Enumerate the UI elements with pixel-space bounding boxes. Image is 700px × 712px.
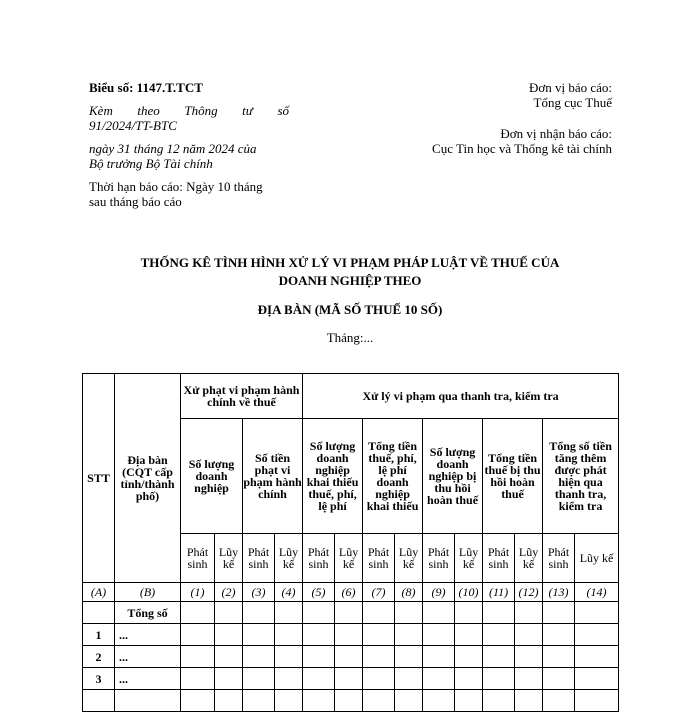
group-inspect-header: Xử lý vi phạm qua thanh tra, kiểm tra xyxy=(303,374,619,419)
col-code: (7) xyxy=(363,583,395,602)
circular-reference xyxy=(89,103,289,133)
cumulative-header: Lũy kế xyxy=(215,534,243,583)
col-code: (1) xyxy=(181,583,215,602)
circular-line-1: Kèm theo Thông tư số xyxy=(89,103,289,118)
col-code: (2) xyxy=(215,583,243,602)
col-code: (10) xyxy=(455,583,483,602)
title-line-2: DOANH NGHIỆP THEO xyxy=(278,273,422,288)
date-line-2: Bộ trưởng Bộ Tài chính xyxy=(89,156,213,171)
date-line-1: ngày 31 tháng 12 năm 2024 của xyxy=(89,141,257,156)
group-admin-header: Xử phạt vi phạm hành chính về thuế xyxy=(181,374,303,419)
report-month: Tháng:... xyxy=(326,330,374,345)
arising-header: Phát sinh xyxy=(303,534,335,583)
form-code: Biểu số: 1147.T.TCT xyxy=(89,80,203,95)
cumulative-header: Lũy kế xyxy=(275,534,303,583)
row-index: 3 xyxy=(83,668,115,690)
col-code: (12) xyxy=(515,583,543,602)
cumulative-header: Lũy kế xyxy=(575,534,619,583)
total-label: Tổng số xyxy=(115,602,181,624)
cumulative-header: Lũy kế xyxy=(335,534,363,583)
arising-header: Phát sinh xyxy=(543,534,575,583)
arising-header: Phát sinh xyxy=(181,534,215,583)
sub-header-5: Số lượng doanh nghiệp bị thu hồi hoàn thuế xyxy=(423,419,483,534)
col-code: (A) xyxy=(83,583,115,602)
arising-header: Phát sinh xyxy=(363,534,395,583)
header-left xyxy=(89,80,289,217)
col-code: (13) xyxy=(543,583,575,602)
report-deadline xyxy=(89,179,289,209)
sub-header-3: Số lượng doanh nghiệp khai thiếu thuế, phí, lệ phí xyxy=(303,419,363,534)
title-line-3: ĐỊA BÀN (MÃ SỐ THUẾ 10 SỐ) xyxy=(257,302,443,317)
arising-header: Phát sinh xyxy=(243,534,275,583)
deadline-line-1: Thời hạn báo cáo: Ngày 10 tháng xyxy=(89,179,263,194)
col-code: (9) xyxy=(423,583,455,602)
table-row xyxy=(83,690,619,712)
cumulative-header: Lũy kế xyxy=(395,534,423,583)
row-area: ... xyxy=(115,624,181,646)
col-code: (11) xyxy=(483,583,515,602)
table-row xyxy=(83,646,619,668)
row-index: 2 xyxy=(83,646,115,668)
circular-line-2: 91/2024/TT-BTC xyxy=(89,118,177,133)
col-code: (B) xyxy=(115,583,181,602)
row-index: 1 xyxy=(83,624,115,646)
col-stt-header: STT xyxy=(83,374,115,583)
reporting-unit: Tổng cục Thuế xyxy=(533,95,612,110)
col-code: (14) xyxy=(575,583,619,602)
arising-header: Phát sinh xyxy=(483,534,515,583)
sub-header-1: Số lượng doanh nghiệp xyxy=(181,419,243,534)
col-code: (6) xyxy=(335,583,363,602)
receiving-unit: Cục Tin học và Thống kê tài chính xyxy=(432,141,612,156)
col-code: (3) xyxy=(243,583,275,602)
receiving-unit-label: Đơn vị nhận báo cáo: xyxy=(500,126,612,141)
col-code: (4) xyxy=(275,583,303,602)
area-header-text: Địa bàn (CQT cấp tỉnh/thành phố) xyxy=(120,453,175,503)
row-area: ... xyxy=(115,646,181,668)
header-right xyxy=(432,80,612,156)
reporting-unit-label: Đơn vị báo cáo: xyxy=(528,80,612,95)
col-code: (8) xyxy=(395,583,423,602)
table-row xyxy=(83,624,619,646)
col-code: (5) xyxy=(303,583,335,602)
col-area-header xyxy=(115,374,181,583)
table-row xyxy=(83,668,619,690)
total-row xyxy=(83,602,619,624)
row-area: ... xyxy=(115,668,181,690)
statistics-table xyxy=(82,373,619,712)
sub-header-7: Tổng số tiền tăng thêm được phát hiện qua thanh tra, kiểm tra xyxy=(543,419,619,534)
sub-header-6: Tổng tiền thuế bị thu hồi hoàn thuế xyxy=(483,419,543,534)
deadline-line-2: sau tháng báo cáo xyxy=(89,194,182,209)
title-line-1: THỐNG KÊ TÌNH HÌNH XỬ LÝ VI PHẠM PHÁP LUẬT VỀ THUẾ CỦA xyxy=(140,255,560,270)
report-title xyxy=(60,254,640,290)
cumulative-header: Lũy kế xyxy=(455,534,483,583)
cumulative-header: Lũy kế xyxy=(515,534,543,583)
arising-header: Phát sinh xyxy=(423,534,455,583)
sub-header-4: Tổng tiền thuế, phí, lệ phí doanh nghiệp khai thiếu xyxy=(363,419,423,534)
issue-date xyxy=(89,141,289,171)
sub-header-2: Số tiền phạt vi phạm hành chính xyxy=(243,419,303,534)
